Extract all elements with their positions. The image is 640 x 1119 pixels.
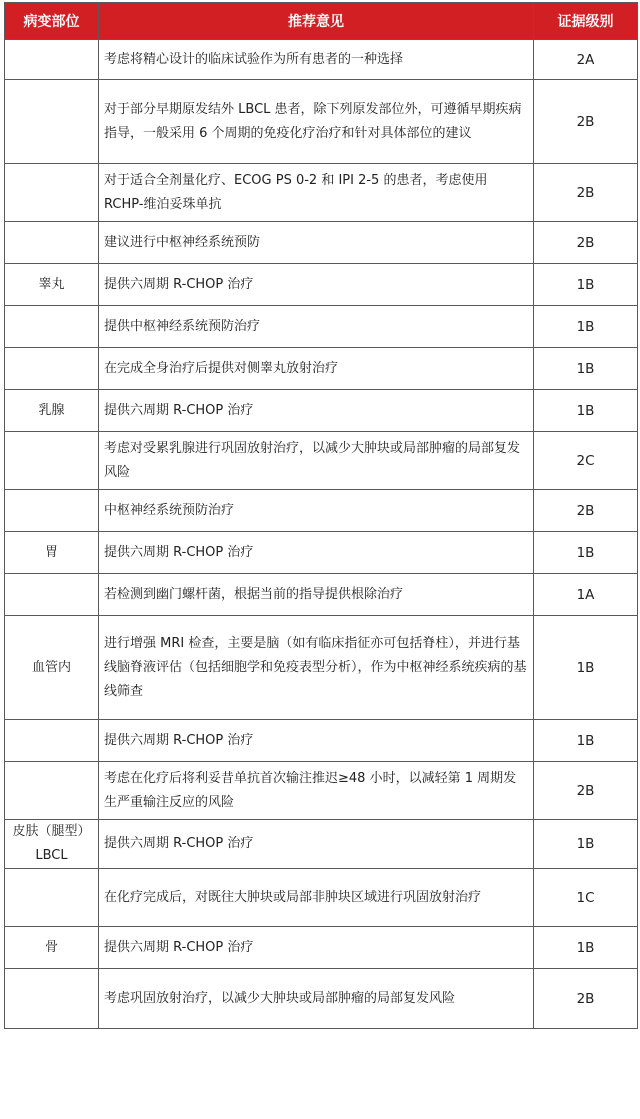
table-row <box>5 720 638 762</box>
grade-cell: 2B <box>534 222 638 264</box>
site-cell <box>5 969 99 1029</box>
table-row <box>5 222 638 264</box>
grade-cell: 2B <box>534 164 638 222</box>
recommendation-cell: 在化疗完成后，对既往大肿块或局部非肿块区域进行巩固放射治疗 <box>99 869 534 927</box>
grade-cell: 2C <box>534 432 638 490</box>
table-row <box>5 306 638 348</box>
site-cell <box>5 762 99 820</box>
table-row <box>5 164 638 222</box>
recommendation-cell: 提供六周期 R-CHOP 治疗 <box>99 532 534 574</box>
site-cell <box>5 432 99 490</box>
site-cell <box>5 348 99 390</box>
table-row <box>5 616 638 720</box>
grade-cell: 2B <box>534 490 638 532</box>
table-row <box>5 264 638 306</box>
site-cell <box>5 222 99 264</box>
table-row <box>5 869 638 927</box>
recommendation-cell: 考虑巩固放射治疗，以减少大肿块或局部肿瘤的局部复发风险 <box>99 969 534 1029</box>
grade-cell: 1B <box>534 306 638 348</box>
site-cell: 骨 <box>5 927 99 969</box>
site-cell <box>5 720 99 762</box>
site-cell <box>5 40 99 80</box>
site-cell <box>5 490 99 532</box>
site-cell <box>5 306 99 348</box>
recommendation-cell: 建议进行中枢神经系统预防 <box>99 222 534 264</box>
recommendation-cell: 提供六周期 R-CHOP 治疗 <box>99 264 534 306</box>
table-row <box>5 532 638 574</box>
site-cell: 血管内 <box>5 616 99 720</box>
site-cell <box>5 80 99 164</box>
site-cell: 胃 <box>5 532 99 574</box>
table-row <box>5 40 638 80</box>
grade-cell: 1B <box>534 390 638 432</box>
header-site: 病变部位 <box>5 3 99 40</box>
grade-cell: 1B <box>534 616 638 720</box>
recommendation-table-container <box>4 2 637 1029</box>
grade-cell: 1B <box>534 532 638 574</box>
recommendation-cell: 若检测到幽门螺杆菌，根据当前的指导提供根除治疗 <box>99 574 534 616</box>
recommendation-cell: 考虑将精心设计的临床试验作为所有患者的一种选择 <box>99 40 534 80</box>
recommendation-cell: 提供六周期 R-CHOP 治疗 <box>99 720 534 762</box>
grade-cell: 1B <box>534 820 638 869</box>
recommendation-cell: 提供六周期 R-CHOP 治疗 <box>99 390 534 432</box>
recommendation-cell: 提供六周期 R-CHOP 治疗 <box>99 927 534 969</box>
recommendation-cell: 考虑对受累乳腺进行巩固放射治疗，以减少大肿块或局部肿瘤的局部复发风险 <box>99 432 534 490</box>
grade-cell: 1B <box>534 348 638 390</box>
grade-cell: 2B <box>534 969 638 1029</box>
table-row <box>5 762 638 820</box>
recommendation-cell: 提供六周期 R-CHOP 治疗 <box>99 820 534 869</box>
table-row <box>5 820 638 869</box>
site-cell <box>5 869 99 927</box>
table-row <box>5 927 638 969</box>
recommendation-table <box>4 2 638 1029</box>
recommendation-cell: 进行增强 MRI 检查，主要是脑（如有临床指征亦可包括脊柱），并进行基线脑脊液评估（包括细胞学和免疫表型分析），作为中枢神经系统疾病的基线筛查 <box>99 616 534 720</box>
recommendation-cell: 对于部分早期原发结外 LBCL 患者，除下列原发部位外，可遵循早期疾病指导，一般采用 6 个周期的免疫化疗治疗和针对具体部位的建议 <box>99 80 534 164</box>
grade-cell: 2B <box>534 762 638 820</box>
site-cell: 睾丸 <box>5 264 99 306</box>
header-recommendation: 推荐意见 <box>99 3 534 40</box>
site-cell: 皮肤（腿型）LBCL <box>5 820 99 869</box>
header-grade: 证据级别 <box>534 3 638 40</box>
table-header-row <box>5 3 638 40</box>
table-row <box>5 348 638 390</box>
grade-cell: 2B <box>534 80 638 164</box>
table-row <box>5 390 638 432</box>
table-row <box>5 80 638 164</box>
table-body <box>5 40 638 1029</box>
table-row <box>5 969 638 1029</box>
table-row <box>5 574 638 616</box>
table-row <box>5 432 638 490</box>
grade-cell: 1C <box>534 869 638 927</box>
grade-cell: 1B <box>534 927 638 969</box>
grade-cell: 2A <box>534 40 638 80</box>
site-cell <box>5 574 99 616</box>
recommendation-cell: 中枢神经系统预防治疗 <box>99 490 534 532</box>
recommendation-cell: 在完成全身治疗后提供对侧睾丸放射治疗 <box>99 348 534 390</box>
site-cell: 乳腺 <box>5 390 99 432</box>
table-row <box>5 490 638 532</box>
site-cell <box>5 164 99 222</box>
grade-cell: 1A <box>534 574 638 616</box>
recommendation-cell: 提供中枢神经系统预防治疗 <box>99 306 534 348</box>
recommendation-cell: 对于适合全剂量化疗、ECOG PS 0-2 和 IPI 2-5 的患者，考虑使用 RCHP-维泊妥珠单抗 <box>99 164 534 222</box>
grade-cell: 1B <box>534 720 638 762</box>
recommendation-cell: 考虑在化疗后将利妥昔单抗首次输注推迟≥48 小时，以减轻第 1 周期发生严重输注反应的风险 <box>99 762 534 820</box>
grade-cell: 1B <box>534 264 638 306</box>
